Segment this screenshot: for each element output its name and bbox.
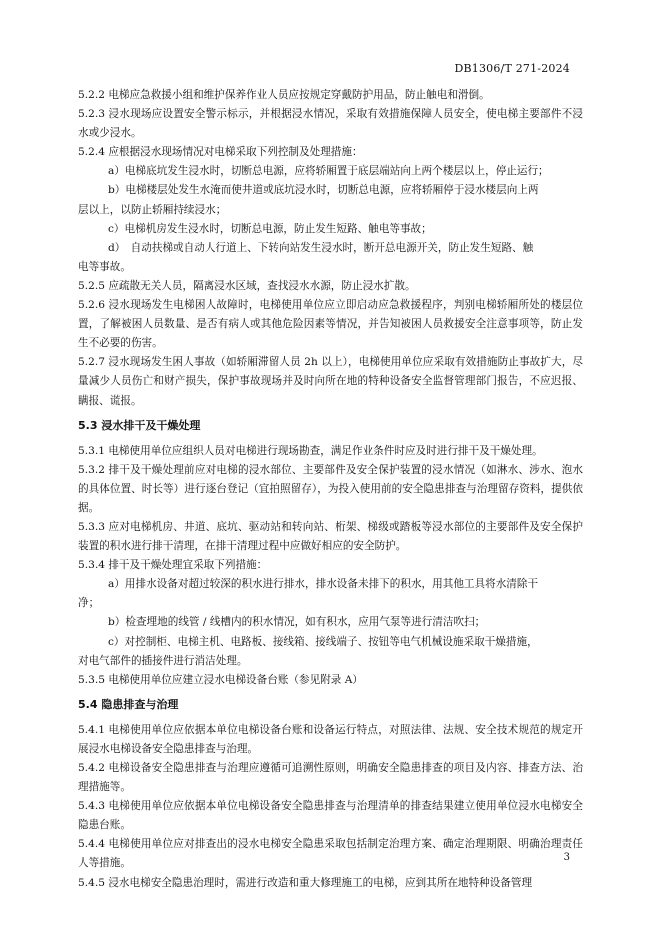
paragraph: 对电气部件的插接件进行消洁处理。 [78, 654, 248, 667]
paragraph: 5.2.5 应疏散无关人员，隔离浸水区域，查找浸水水源，防止浸水扩散。 [78, 279, 416, 292]
paragraph: 5.4.1 电梯使用单位应依据本单位电梯设备台账和设备运行特点，对照法律、法规、安全技术规范的规定开展浸水电梯设备安全隐患排查与治理。 [78, 723, 583, 755]
paragraph: 5.4.3 电梯使用单位应依据本单位电梯设备安全隐患排查与治理清单的排查结果建立使用单位浸水电梯安全隐患台账。 [78, 800, 583, 832]
paragraph: 5.3.1 电梯使用单位应组织人员对电梯进行现场勘查，满足作业条件时应及时进行排干及干燥处理。 [78, 444, 543, 457]
paragraph: 5.2.2 电梯应急救援小组和维护保养作业人员应按规定穿戴防护用品，防止触电和滑倒。 [78, 89, 490, 101]
paragraph: 5.4.2 电梯设备安全隐患排查与治理应遵循可追溯性原则，明确安全隐患排查的项目及内容、排查方法、治理措施等。 [78, 762, 583, 794]
paragraph: 5.3.5 电梯使用单位应建立浸水电梯设备台账（参见附录 A） [78, 673, 363, 686]
document-id-header: DB1306/T 271-2024 [454, 62, 570, 75]
paragraph: a）用排水设备对超过较深的积水进行排水，排水设备未排下的积水，用其他工具将水清除干 [108, 578, 539, 591]
paragraph: 层以上，以防止轿厢持续浸水； [78, 203, 227, 216]
section-heading: 5.3 浸水排干及干燥处理 [78, 418, 201, 432]
paragraph: b）检查埋地的线管 / 线槽内的积水情况，如有积水，应用气泵等进行清洁吹扫； [108, 616, 486, 629]
paragraph: 5.3.3 应对电梯机房、井道、底坑、驱动站和转向站、桁架、梯级或踏板等浸水部位的主要部件及安全保护装置的积水进行排干清理，在排干清理过程中应做好相应的安全防护。 [78, 520, 583, 553]
paragraph: 5.2.7 浸水现场发生困人事故（如轿厢滞留人员 2h 以上），电梯使用单位应采取有效措施防止事故扩大，尽量减少人员伤亡和财产损失，保护事故现场并及时向所在地的特种设备安全监督管理部门报告，不应迟报、瞒报、谎报。 [78, 356, 583, 407]
paragraph: 净； [78, 597, 100, 610]
paragraph: 5.2.4 应根据浸水现场情况对电梯采取下列控制及处理措施： [78, 146, 363, 159]
paragraph: 5.4.4 电梯使用单位应对排查出的浸水电梯安全隐患采取包括制定治理方案、确定治理期限、明确治理责任人等措施。 [78, 838, 583, 870]
paragraph: 5.2.3 浸水现场应设置安全警示标示，并根据浸水情况，采取有效措施保障人员安全，使电梯主要部件不浸水或少浸水。 [78, 108, 583, 140]
paragraph: a）电梯底坑发生浸水时，切断总电源，应将轿厢置于底层端站向上两个楼层以上，停止运行； [108, 165, 549, 178]
document-body [78, 86, 583, 893]
paragraph: c）电梯机房发生浸水时，切断总电源，防止发生短路、触电等事故； [108, 222, 432, 235]
paragraph: c）对控制柜、电梯主机、电路板、接线箱、接线端子、按钮等电气机械设施采取干燥措施， [108, 635, 538, 648]
section-heading: 5.4 隐患排查与治理 [78, 697, 179, 711]
paragraph: 5.4.5 浸水电梯安全隐患治理时，需进行改造和重大修理施工的电梯，应到其所在地特种设备管理 [78, 876, 533, 889]
paragraph: 5.2.6 浸水现场发生电梯困人故障时，电梯使用单位应立即启动应急救援程序，判别电梯轿厢所处的楼层位置，了解被困人员数量、是否有病人或其他危险因素等情况，并告知被困人员救援安全注意事项等，防止发生不必要的伤害。 [78, 299, 583, 350]
page-number: 3 [563, 852, 570, 863]
paragraph: b）电梯楼层处发生水淹而使井道或底坑浸水时，切断总电源，应将轿厢停于浸水楼层向上两 [108, 184, 539, 197]
paragraph: d） 自动扶梯或自动人行道上、下转向站发生浸水时，断开总电源开关，防止发生短路、触 [108, 241, 534, 254]
paragraph: 电等事故。 [78, 260, 131, 273]
paragraph: 5.3.2 排干及干燥处理前应对电梯的浸水部位、主要部件及安全保护装置的浸水情况（如淋水、涉水、泡水的具体位置、时长等）进行逐台登记（宜拍照留存），为投入使用前的安全隐患排查与治理留存资料，提供依据。 [78, 463, 583, 514]
paragraph: 5.3.4 排干及干燥处理宜采取下列措施： [78, 559, 268, 572]
